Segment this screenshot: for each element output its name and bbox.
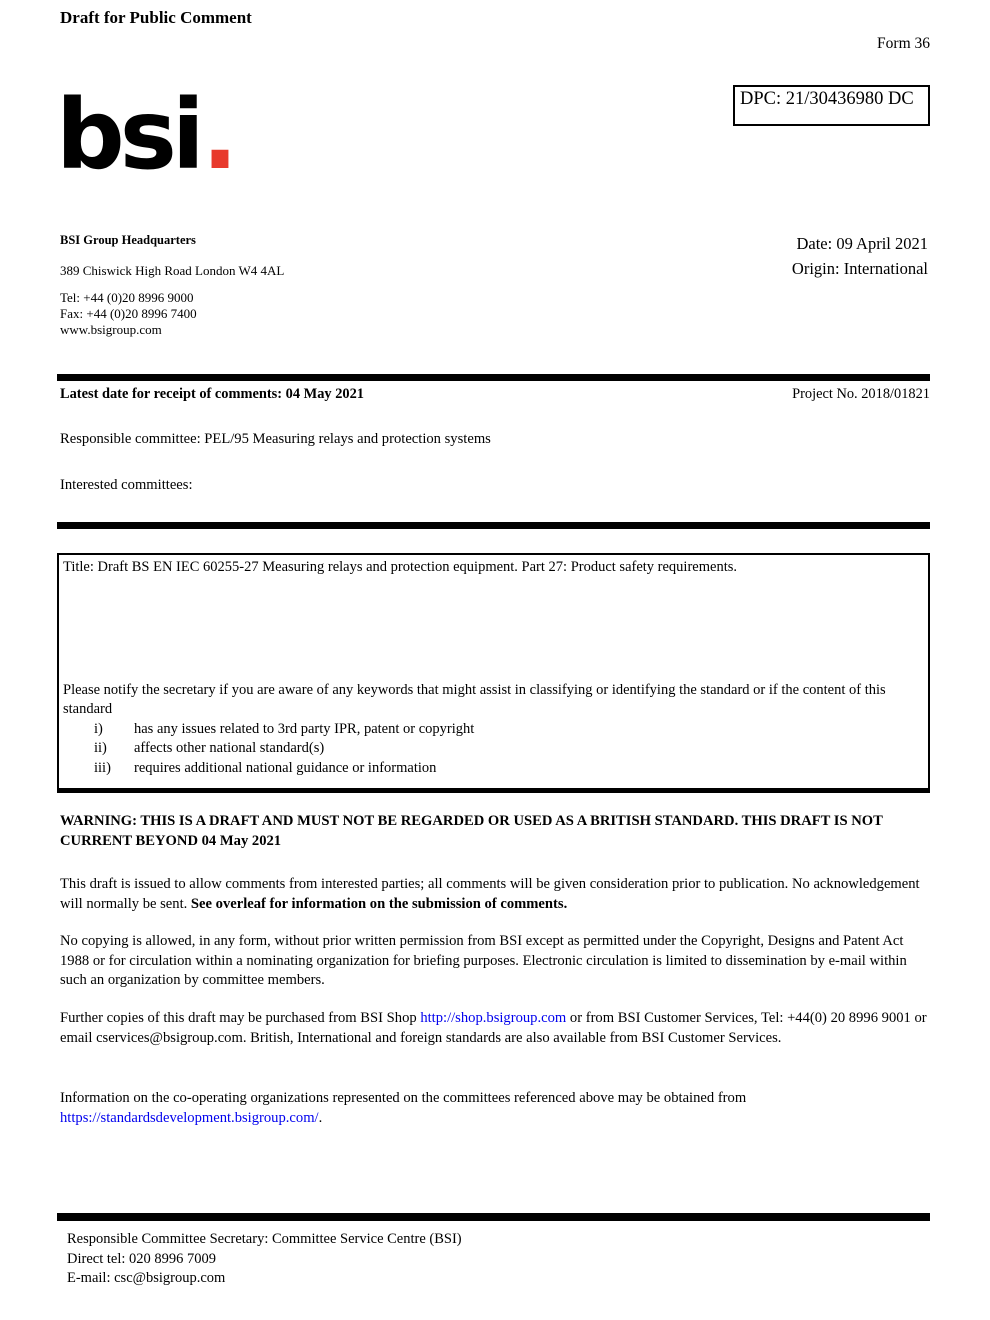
list-item-text: requires additional national guidance or information <box>134 760 437 777</box>
paragraph-text: Information on the co-operating organizations represented on the committees referenced above may be obtained from <box>60 1090 747 1106</box>
tel-line: Tel: +44 (0)20 8996 9000 <box>60 290 194 305</box>
phone-block <box>60 290 284 339</box>
draft-warning-text: WARNING: THIS IS A DRAFT AND MUST NOT BE REGARDED OR USED AS A BRITISH STANDARD. THIS DRAFT IS NOT CURRENT BEYOND 04 May 2021 <box>60 813 883 849</box>
further-copies-paragraph <box>60 1009 932 1048</box>
website-line: www.bsigroup.com <box>60 322 162 338</box>
draft-issued-paragraph <box>60 875 932 914</box>
address-line: 389 Chiswick High Road London W4 4AL <box>60 263 285 278</box>
fax-line: Fax: +44 (0)20 8996 7400 <box>60 306 197 322</box>
project-number: Project No. 2018/01821 <box>792 386 930 402</box>
divider-bar-bottom <box>57 1213 930 1221</box>
paragraph-text: . <box>318 1109 323 1126</box>
comments-deadline-row <box>60 386 930 403</box>
paragraph-text: This draft is issued to allow comments from interested parties; all comments will be given consideration prior to publication. No acknowledgement will normally be sent. <box>60 876 920 912</box>
latest-date-label: Latest date for receipt of comments: 04 May 2021 <box>60 386 364 402</box>
list-item <box>63 739 924 759</box>
hyperlink[interactable]: https://standardsdevelopment.bsigroup.com/ <box>60 1109 319 1126</box>
list-item-marker: i) <box>94 720 103 737</box>
keyword-issues-list <box>63 720 924 779</box>
paragraph-text: or from BSI Customer Services, Tel: +44(0) 20 8996 9001 or email cservices@bsigroup.com. British, International and foreign standards are also available from BSI Customer Services. <box>60 1010 927 1046</box>
list-item-marker: ii) <box>94 740 107 757</box>
contact-block <box>60 233 284 339</box>
divider-bar-middle <box>57 522 930 529</box>
list-item-text: has any issues related to 3rd party IPR, patent or copyright <box>134 720 475 737</box>
bsi-logo-red-dot: . <box>201 79 239 191</box>
list-item <box>63 759 924 779</box>
origin-line: Origin: International <box>791 258 928 278</box>
list-item-marker: iii) <box>94 760 111 777</box>
headquarters-label: BSI Group Headquarters <box>60 233 196 247</box>
date-line: Date: 09 April 2021 <box>796 234 928 253</box>
draft-for-public-comment-heading: Draft for Public Comment <box>60 8 252 27</box>
divider-bar-top <box>57 374 930 381</box>
dpc-reference-label: DPC: 21/30436980 DC <box>740 89 914 109</box>
no-copying-paragraph <box>60 932 932 991</box>
interested-committees-line: Interested committees: <box>60 477 193 493</box>
bsi-logo <box>56 79 239 191</box>
list-item <box>63 720 924 740</box>
email-line: E-mail: csc@bsigroup.com <box>67 1270 226 1287</box>
standard-title: Title: Draft BS EN IEC 60255-27 Measuring relays and protection equipment. Part 27: Product safety requirements. <box>63 559 737 575</box>
dpc-reference-box <box>733 85 930 126</box>
bsi-logo-text: bsi <box>56 79 200 191</box>
direct-tel-line: Direct tel: 020 8996 7009 <box>67 1250 217 1267</box>
title-box <box>57 553 930 793</box>
paragraph-text: Further copies of this draft may be purchased from BSI Shop <box>60 1010 421 1026</box>
secretary-line: Responsible Committee Secretary: Committee Service Centre (BSI) <box>67 1231 462 1247</box>
cooperating-organizations-paragraph <box>60 1089 932 1128</box>
paragraph-text: See overleaf for information on the submission of comments. <box>190 895 568 912</box>
footer-secretary-block <box>67 1230 462 1289</box>
hyperlink[interactable]: http://shop.bsigroup.com <box>420 1010 567 1026</box>
notify-secretary-text: Please notify the secretary if you are aware of any keywords that might assist in classifying or identifying the standard or if the content of this standard <box>63 681 886 717</box>
date-origin-block <box>792 232 928 281</box>
paragraph-text: No copying is allowed, in any form, without prior written permission from BSI except as permitted under the Copyright, Designs and Patent Act 1988 or for circulation within a nominating organization for briefing purposes. Electronic circulation is limited to dissemination by e-mail within such an organization by committee members. <box>60 933 907 988</box>
list-item-text: affects other national standard(s) <box>134 740 325 757</box>
form-number: Form 36 <box>877 35 930 52</box>
responsible-committee-line: Responsible committee: PEL/95 Measuring relays and protection systems <box>60 431 491 447</box>
